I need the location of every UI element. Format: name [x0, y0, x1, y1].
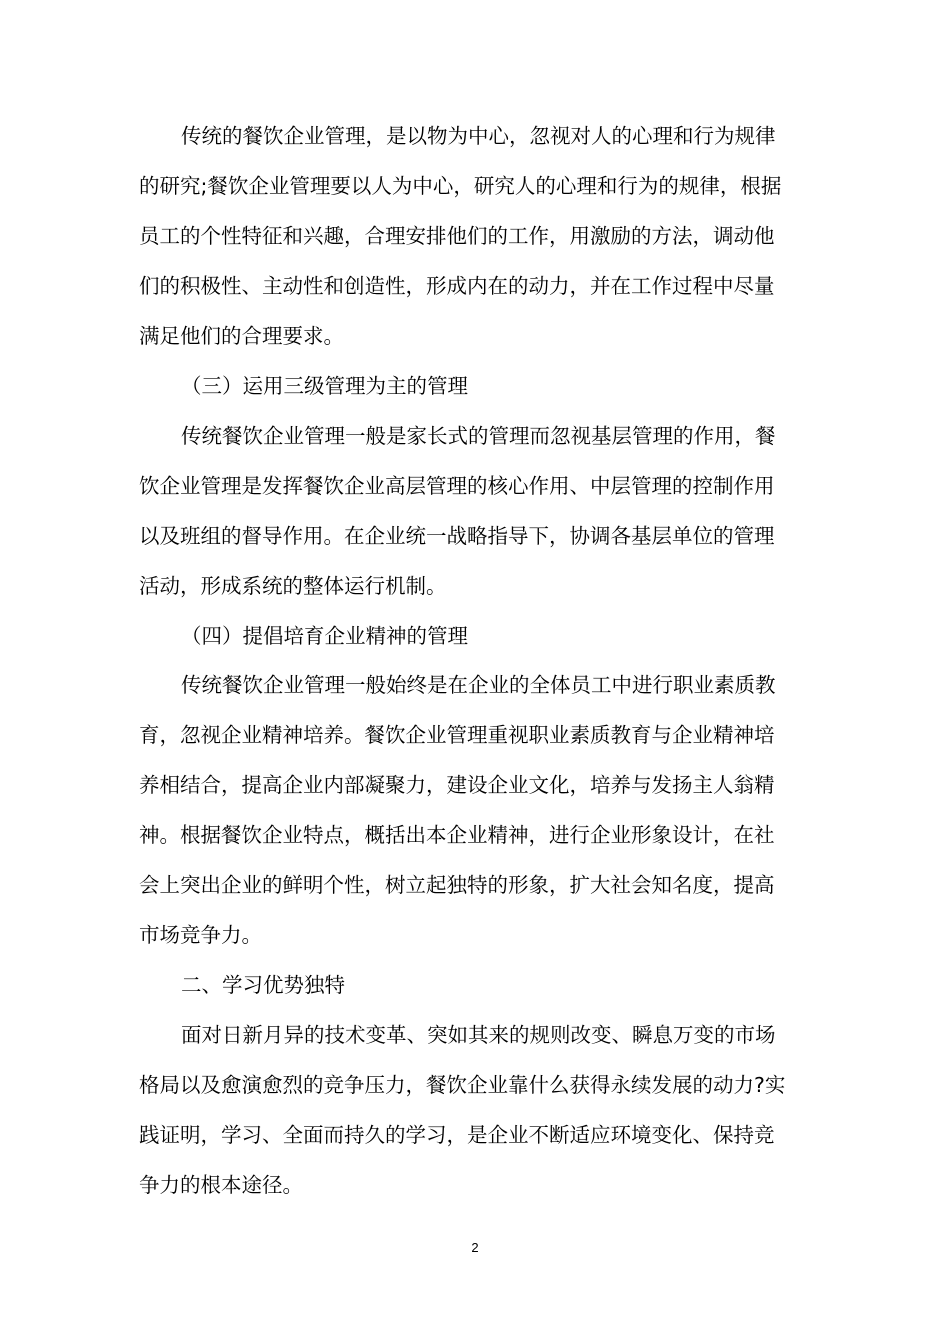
body-paragraph	[139, 411, 817, 611]
text-line: 们的积极性、主动性和创造性，形成内在的动力，并在工作过程中尽量	[139, 274, 775, 298]
text-line: 格局以及愈演愈烈的竞争压力，餐饮企业靠什么获得永续发展的动力?实	[139, 1073, 786, 1097]
text-line: 传统的餐饮企业管理，是以物为中心，忽视对人的心理和行为规律	[181, 124, 776, 148]
text-line: 满足他们的合理要求。	[139, 324, 344, 348]
text-line: 会上突出企业的鲜明个性，树立起独特的形象，扩大社会知名度，提高	[139, 873, 775, 897]
body-paragraph	[139, 1010, 817, 1210]
text-line: 市场竞争力。	[139, 923, 262, 947]
text-line: 饮企业管理是发挥餐饮企业高层管理的核心作用、中层管理的控制作用	[139, 474, 775, 498]
text-line: 养相结合，提高企业内部凝聚力，建设企业文化，培养与发扬主人翁精	[139, 773, 775, 797]
heading-text: 二、学习优势独特	[181, 973, 345, 997]
text-line: 面对日新月异的技术变革、突如其来的规则改变、瞬息万变的市场	[181, 1023, 776, 1047]
text-line: 争力的根本途径。	[139, 1173, 303, 1197]
heading-text: （四）提倡培育企业精神的管理	[181, 624, 468, 648]
page-number: 2	[471, 1240, 479, 1255]
heading-text: （三）运用三级管理为主的管理	[181, 374, 468, 398]
body-paragraph	[139, 660, 817, 960]
text-line: 神。根据餐饮企业特点，概括出本企业精神，进行企业形象设计，在社	[139, 823, 775, 847]
text-line: 员工的个性特征和兴趣，合理安排他们的工作，用激励的方法，调动他	[139, 224, 775, 248]
section-heading	[139, 611, 817, 661]
text-line: 育，忽视企业精神培养。餐饮企业管理重视职业素质教育与企业精神培	[139, 723, 775, 747]
text-line: 以及班组的督导作用。在企业统一战略指导下，协调各基层单位的管理	[139, 524, 775, 548]
body-paragraph	[139, 111, 817, 361]
text-line: 传统餐饮企业管理一般是家长式的管理而忽视基层管理的作用，餐	[181, 424, 776, 448]
text-line: 的研究;餐饮企业管理要以人为中心，研究人的心理和行为的规律，根据	[139, 174, 782, 198]
text-line: 活动，形成系统的整体运行机制。	[139, 574, 447, 598]
text-line: 践证明，学习、全面而持久的学习，是企业不断适应环境变化、保持竞	[139, 1123, 775, 1147]
text-line: 传统餐饮企业管理一般始终是在企业的全体员工中进行职业素质教	[181, 673, 776, 697]
section-heading	[139, 960, 817, 1010]
section-heading	[139, 361, 817, 411]
